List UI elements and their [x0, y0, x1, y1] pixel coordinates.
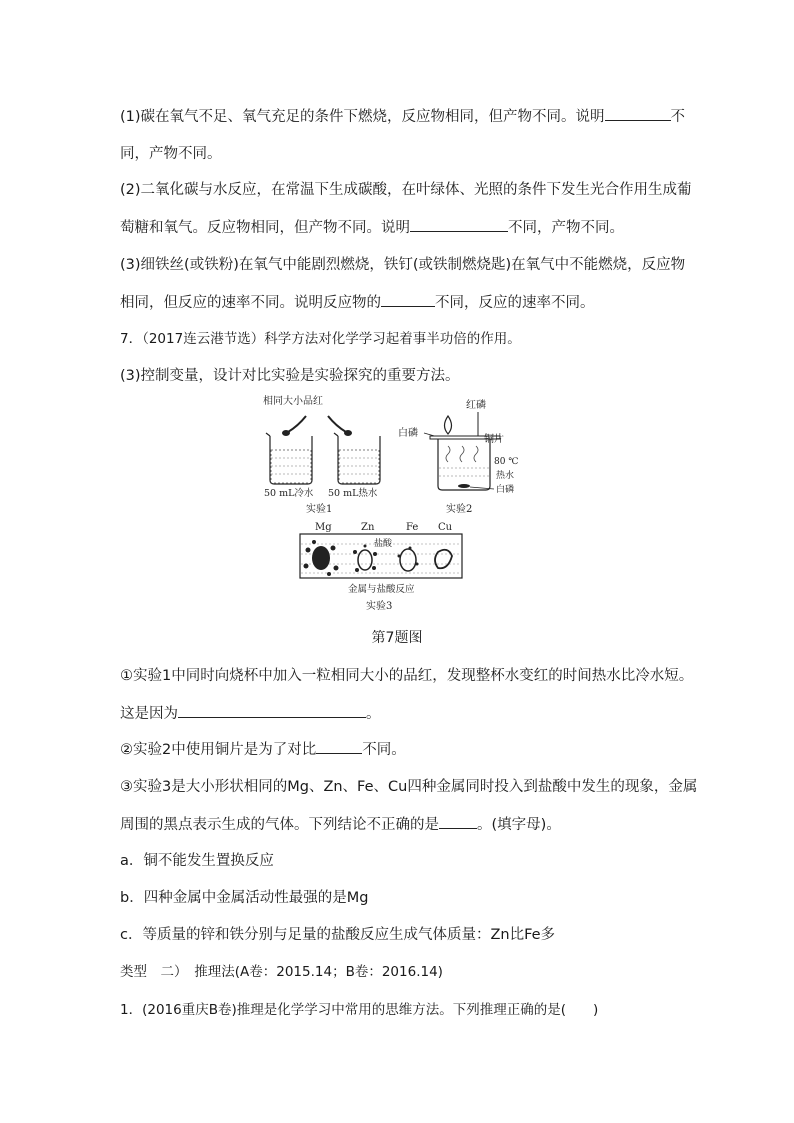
q7-c1-line1: ①实验1中同时向烧杯中加入一粒相同大小的品红，发现整杯水变红的时间热水比冷水短。 [120, 668, 694, 684]
dropper-left-tip-icon [282, 430, 290, 436]
exp1-label: 实验1 [306, 504, 333, 515]
exp2-hot-water-label: 热水 [496, 471, 515, 481]
answer-blank[interactable] [178, 703, 366, 718]
option-c: c．等质量的锌和铁分别与足量的盐酸反应生成气体质量：Zn比Fe多 [120, 927, 556, 943]
q6-part3-tail: 不同，反应的速率不同。 [435, 295, 595, 311]
q6-part3-text: 相同，但反应的速率不同。说明反应物的 [120, 295, 381, 311]
q7-title: 7．（2017连云港节选）科学方法对化学学习起着事半功倍的作用。 [120, 331, 521, 347]
dropper-left-icon [288, 416, 306, 432]
q6-part2-line2 [120, 217, 624, 238]
experiment-figure [258, 388, 519, 618]
q6-part2-line1: (2)二氧化碳与水反应，在常温下生成碳酸，在叶绿体、光照的条件下发生光合作用生成葡 [120, 182, 692, 198]
answer-blank[interactable] [410, 217, 508, 232]
exp1-cold-label: 50 mL冷水 [264, 488, 314, 499]
exp3-description: 金属与盐酸反应 [348, 584, 415, 595]
option-a: a．铜不能发生置换反应 [120, 853, 274, 869]
exp1-top-label: 相同大小品红 [263, 396, 323, 407]
q7-c2-tail: 不同。 [362, 742, 406, 758]
mg-reaction-icon [304, 540, 339, 576]
section-heading: 类型 二） 推理法(A卷：2015.14；B卷：2016.14) [120, 964, 443, 980]
flame-icon [445, 416, 452, 434]
q7-c2-line [120, 739, 406, 760]
q7-c1-text: 这是因为 [120, 706, 178, 722]
q7-c2-text: ②实验2中使用铜片是为了对比 [120, 742, 317, 758]
q7-c1-tail: 。 [366, 706, 381, 722]
exp3-label: 实验3 [366, 601, 393, 612]
beaker-hot-icon [334, 433, 380, 484]
q7-c1-line2 [120, 703, 381, 724]
q7-c3-line2 [120, 814, 561, 835]
metal-label-cu: Cu [438, 522, 453, 533]
answer-blank[interactable] [381, 292, 435, 307]
q6-part1-text: (1)碳在氧气不足、氧气充足的条件下燃烧，反应物相同，但产物不同。说明 [120, 109, 605, 125]
metal-label-zn: Zn [361, 522, 375, 533]
q7-subtitle: (3)控制变量，设计对比实验是实验探究的重要方法。 [120, 368, 460, 384]
answer-blank[interactable] [316, 739, 362, 754]
q6-part1-line2: 同，产物不同。 [120, 146, 222, 162]
exp1-hot-label: 50 mL热水 [328, 488, 378, 499]
answer-blank[interactable] [439, 814, 477, 829]
q6-part3-line1: (3)细铁丝(或铁粉)在氧气中能剧烈燃烧，铁钉(或铁制燃烧匙)在氧气中不能燃烧，反应物 [120, 257, 686, 273]
dropper-right-icon [328, 416, 346, 432]
q6-part1-tail: 不 [670, 109, 686, 125]
metal-label-fe: Fe [406, 522, 419, 533]
beaker-cold-icon [266, 433, 312, 484]
q7-c3-line1: ③实验3是大小形状相同的Mg、Zn、Fe、Cu四种金属同时投入到盐酸中发生的现象，金属 [120, 779, 698, 795]
exp2-white-phosphorus-label: 白磷 [398, 428, 418, 439]
answer-blank[interactable] [605, 106, 671, 121]
q6-part2-tail: 不同，产物不同。 [508, 220, 624, 236]
exp2-red-phosphorus-label: 红磷 [466, 400, 486, 411]
exp2-copper-label: 铜片 [484, 434, 504, 445]
cu-reaction-icon [435, 550, 452, 569]
dropper-right-tip-icon [344, 430, 352, 436]
q6-part1-line1 [120, 106, 685, 127]
metal-label-mg: Mg [315, 522, 332, 533]
acid-label: 盐酸 [374, 539, 393, 549]
q6-part3-line2 [120, 292, 595, 313]
q7-c3-text: 周围的黑点表示生成的气体。下列结论不正确的是 [120, 817, 439, 833]
fe-reaction-icon [398, 547, 419, 572]
q7-c3-tail: 。(填字母)。 [477, 817, 561, 833]
option-b: b．四种金属中金属活动性最强的是Mg [120, 890, 369, 906]
figure-caption: 第7题图 [371, 630, 423, 646]
hot-water-beaker-icon [438, 439, 490, 490]
exp2-label: 实验2 [446, 504, 473, 515]
exp2-white-phosphorus-bottom-label: 白磷 [496, 485, 515, 495]
exp2-temperature-label: 80 ℃ [494, 457, 519, 467]
type2-question-1: 1．(2016重庆B卷)推理是化学学习中常用的思维方法。下列推理正确的是( ) [120, 1002, 599, 1018]
q6-part2-text: 萄糖和氧气。反应物相同，但产物不同。说明 [120, 220, 410, 236]
